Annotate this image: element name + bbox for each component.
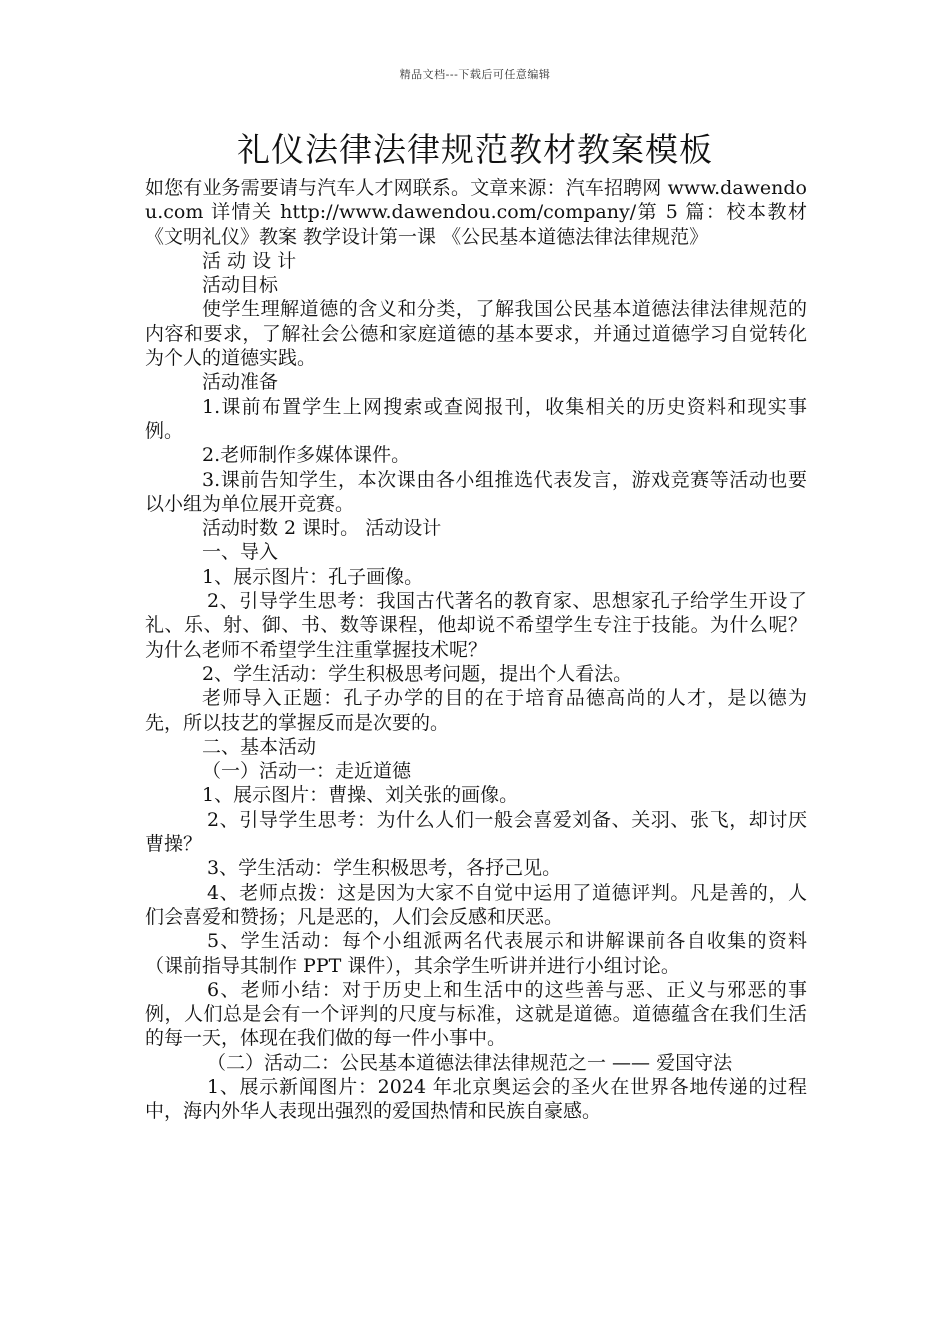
paragraph-teacher-intro: 老师导入正题：孔子办学的目的在于培育品德高尚的人才，是以德为先，所以技艺的掌握反而是次要的。 [145, 687, 807, 734]
paragraph-intro-step-2: 2、引导学生思考：我国古代著名的教育家、思想家孔子给学生开设了礼、乐、射、御、书、数等课程，他却说不希望学生专注于技能。为什么呢？为什么老师不希望学生注重掌握技术呢？ [145, 590, 807, 661]
paragraph-activity-two-heading: （二）活动二：公民基本道德法律法律规范之一 —— 爱国守法 [207, 1051, 733, 1074]
paragraph-activity-one-step-6: 6、老师小结：对于历史上和生活中的这些善与恶、正义与邪恶的事例，人们总是会有一个评判的尺度与标准，这就是道德。道德蕴含在我们生活的每一天，体现在我们做的每一件小事中。 [145, 978, 807, 1050]
paragraph-preparation-3: 3.课前告知学生，本次课由各小组推选代表发言，游戏竞赛等活动也要以小组为单位展开竞赛。 [145, 468, 807, 515]
paragraph-intro: 如您有业务需要请与汽车人才网联系。文章来源：汽车招聘网 www.dawendou.com 详情关 http://www.dawendou.com/company/第 5 篇：校本教材 《文明礼仪》教案 教学设计第一课 《公民基本道德法律法律规范》 [145, 177, 807, 248]
paragraph-objective-heading: 活动目标 [202, 274, 279, 297]
paragraph-preparation-2: 2.老师制作多媒体课件。 [202, 444, 411, 467]
paragraph-duration: 活动时数 2 课时。 活动设计 [202, 517, 442, 540]
document-title: 礼仪法律法律规范教材教案模板 [237, 130, 713, 169]
paragraph-objective: 使学生理解道德的含义和分类，了解我国公民基本道德法律法律规范的内容和要求，了解社会公德和家庭道德的基本要求，并通过道德学习自觉转化为个人的道德实践。 [145, 298, 807, 370]
document-body [145, 176, 807, 1124]
paragraph-preparation-heading: 活动准备 [202, 371, 279, 394]
paragraph-activity-one-step-1: 1、展示图片：曹操、刘关张的画像。 [202, 784, 519, 807]
paragraph-activity-design-heading: 活 动 设 计 [202, 249, 297, 272]
paragraph-activity-two-step-1: 1、展示新闻图片：2024 年北京奥运会的圣火在世界各地传递的过程中，海内外华人表现出强烈的爱国热情和民族自豪感。 [145, 1075, 807, 1123]
paragraph-intro-step-1: 1、展示图片：孔子画像。 [202, 565, 424, 588]
paragraph-activity-one-step-3: 3、学生活动：学生积极思考，各抒己见。 [207, 857, 562, 880]
paragraph-preparation-1: 1.课前布置学生上网搜索或查阅报刊，收集相关的历史资料和现实事例。 [145, 395, 807, 442]
paragraph-activity-one-heading: （一）活动一：走近道德 [202, 760, 412, 783]
paragraph-activity-one-step-2: 2、引导学生思考：为什么人们一般会喜爱刘备、关羽、张飞，却讨厌曹操？ [145, 808, 807, 856]
page-header-note: 精品文档---下载后可任意编辑 [399, 68, 551, 81]
paragraph-intro-step-3: 2、学生活动：学生积极思考问题，提出个人看法。 [202, 662, 633, 685]
paragraph-activity-one-step-5: 5、学生活动：每个小组派两名代表展示和讲解课前各自收集的资料（课前指导其制作 PPT 课件），其余学生听讲并进行小组讨论。 [145, 930, 807, 977]
paragraph-section-basic-heading: 二、基本活动 [202, 735, 317, 758]
paragraph-section-intro-heading: 一、导入 [202, 541, 279, 564]
paragraph-activity-one-step-4: 4、老师点拨：这是因为大家不自觉中运用了道德评判。凡是善的，人们会喜爱和赞扬；凡是恶的，人们会反感和厌恶。 [145, 881, 807, 928]
